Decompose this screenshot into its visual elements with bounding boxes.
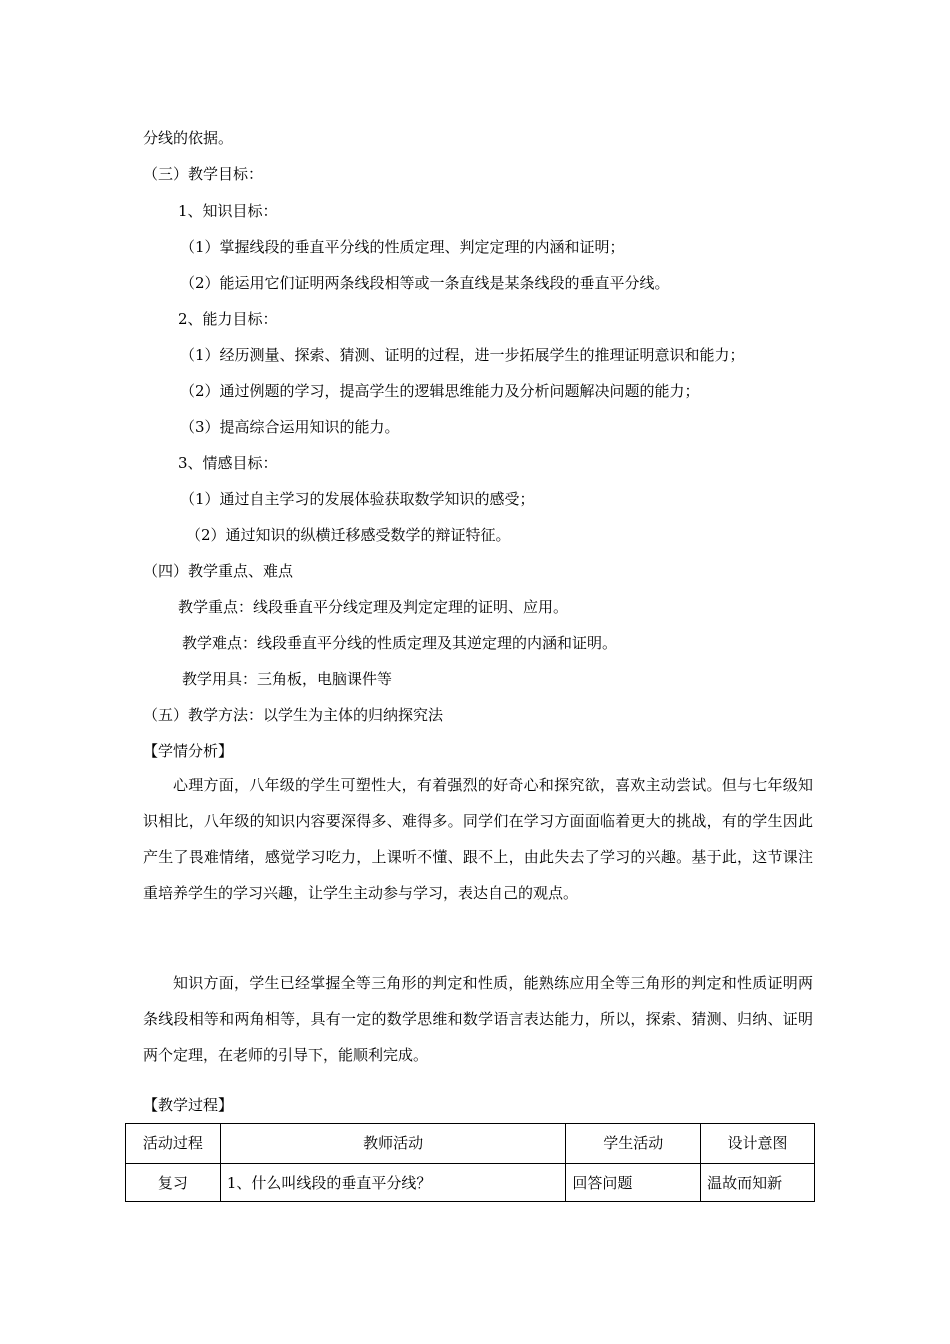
subheading-knowledge: 1、知识目标： [178, 202, 278, 220]
section-heading-objectives: （三）教学目标： [143, 165, 264, 183]
text-line: 教学重点：线段垂直平分线定理及判定定理的证明、应用。 [178, 598, 569, 616]
subheading-ability: 2、能力目标： [178, 310, 278, 328]
text-line: （1）通过自主学习的发展体验获取数学知识的感受； [180, 490, 535, 508]
text-line: （2）通过例题的学习，提高学生的逻辑思维能力及分析问题解决问题的能力； [180, 382, 700, 400]
text-line: （2）通过知识的纵横迁移感受数学的辩证特征。 [186, 526, 511, 544]
header-cell: 活动过程 [126, 1124, 221, 1164]
text-line: 教学用具：三角板，电脑课件等 [182, 670, 393, 688]
paragraph-knowledge: 知识方面，学生已经掌握全等三角形的判定和性质，能熟练应用全等三角形的判定和性质证明两条线段相等和两角相等，具有一定的数学思维和数学语言表达能力，所以，探索、猜测、归纳、证明两个定理，在老师的引导下，能顺利完成。 [143, 974, 813, 1064]
table-header-row [126, 1124, 815, 1164]
text-line: （1）经历测量、探索、猜测、证明的过程，进一步拓展学生的推理证明意识和能力； [180, 346, 745, 364]
text-line: （3）提高综合运用知识的能力。 [180, 418, 400, 436]
section-heading-keypoints: （四）教学重点、难点 [143, 562, 294, 580]
text-line: （1）掌握线段的垂直平分线的性质定理、判定定理的内涵和证明； [180, 238, 625, 256]
text-line: 分线的依据。 [143, 129, 234, 147]
header-cell: 学生活动 [566, 1124, 701, 1164]
header-cell: 设计意图 [701, 1124, 815, 1164]
table-cell: 复习 [126, 1164, 221, 1202]
section-heading-methods: （五）教学方法：以学生为主体的归纳探究法 [143, 706, 444, 724]
table-cell: 温故而知新 [701, 1164, 815, 1202]
text-line: 教学难点：线段垂直平分线的性质定理及其逆定理的内涵和证明。 [182, 634, 618, 652]
table-cell: 回答问题 [566, 1164, 701, 1202]
header-cell: 教师活动 [220, 1124, 565, 1164]
table-cell: 1、什么叫线段的垂直平分线？ [220, 1164, 565, 1202]
section-heading-process: 【教学过程】 [143, 1096, 234, 1114]
subheading-emotion: 3、情感目标： [178, 454, 278, 472]
paragraph-psychology: 心理方面，八年级的学生可塑性大，有着强烈的好奇心和探究欲，喜欢主动尝试。但与七年级知识相比，八年级的知识内容要深得多、难得多。同学们在学习方面面临着更大的挑战，有的学生因此产生了畏难情绪，感觉学习吃力，上课听不懂、跟不上，由此失去了学习的兴趣。基于此，这节课注重培养学生的学习兴趣，让学生主动参与学习，表达自己的观点。 [143, 776, 813, 902]
section-heading-student-analysis: 【学情分析】 [143, 742, 234, 760]
table-row [126, 1164, 815, 1202]
text-line: （2）能运用它们证明两条线段相等或一条直线是某条线段的垂直平分线。 [180, 274, 670, 292]
process-table [125, 1123, 815, 1202]
